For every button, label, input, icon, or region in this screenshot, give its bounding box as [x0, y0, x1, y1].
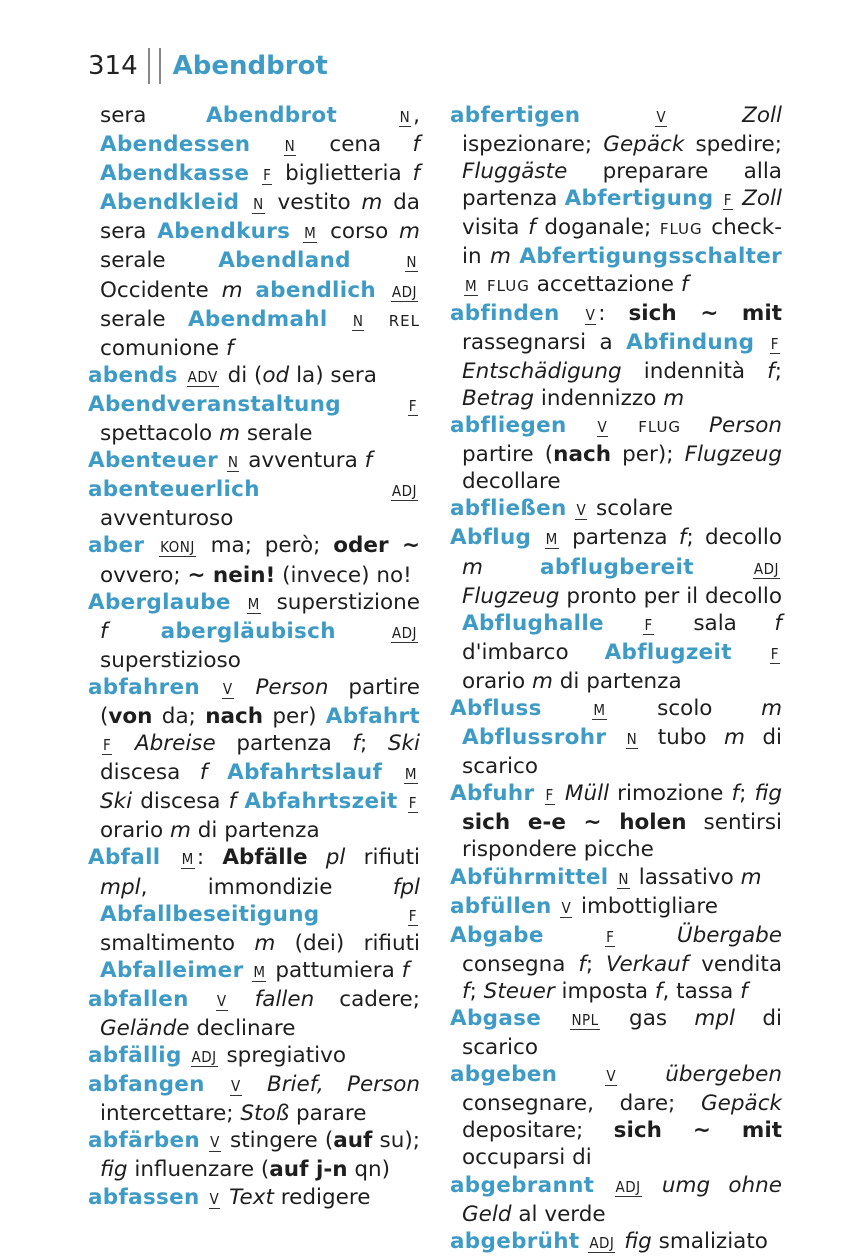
headword: Abflughalle	[462, 610, 604, 636]
part-of-speech-tag: N	[284, 137, 296, 156]
part-of-speech-tag: V	[216, 991, 227, 1010]
headword: Abfallbeseitigung	[100, 901, 320, 927]
part-of-speech-tag: F	[103, 736, 112, 755]
headword: Aberglaube	[88, 589, 231, 615]
part-of-speech-tag: V	[606, 1067, 617, 1086]
part-of-speech-tag: V	[561, 898, 572, 917]
headword: abfinden	[450, 300, 560, 326]
headword: abfahren	[88, 674, 200, 700]
part-of-speech-tag: M	[247, 594, 260, 613]
dictionary-entry: abfertigen V Zoll ispezionare; Gepäck spedire; Fluggäste preparare alla partenza Abfertigung F Zoll visita f doganale; FLUG check-in m Abfertigungsschalter M FLUG accettazione f	[450, 103, 782, 297]
headword: abends	[88, 362, 178, 388]
right-column	[450, 102, 782, 1257]
part-of-speech-tag: N	[227, 453, 239, 472]
headword: Abendkurs	[157, 219, 291, 245]
headword: Abfahrtslauf	[227, 760, 383, 786]
dictionary-entry: aber KONJ ma; però; oder ~ ovvero; ~ nein! (invece) no!	[88, 533, 420, 588]
domain-label: FLUG	[638, 418, 682, 437]
dictionary-entry: abenteuerlich ADJ avventuroso	[88, 477, 417, 532]
dictionary-entry: abfällig ADJ spregiativo	[88, 1043, 346, 1069]
dictionary-entry: Abfluss M scolo m Abflussrohr N tubo m di scarico	[450, 695, 783, 780]
part-of-speech-tag: M	[545, 530, 558, 549]
part-of-speech-tag: NPL	[571, 1011, 599, 1029]
part-of-speech-tag: ADJ	[589, 1233, 615, 1252]
headword: Abendland	[218, 248, 351, 274]
headword: abfüllen	[450, 893, 552, 919]
dictionary-entry: abfinden V : sich ~ mit rassegnarsi a Abfindung F Entschädigung indennità f; Betrag indennizzo m	[450, 300, 782, 411]
part-of-speech-tag: V	[576, 501, 587, 520]
headword: abgebrannt	[450, 1172, 595, 1198]
part-of-speech-tag: F	[606, 927, 615, 946]
headword: Abenteuer	[88, 448, 218, 474]
dictionary-entry: abfüllen V imbottigliare	[450, 893, 718, 919]
dictionary-entry: sera Abendbrot N , Abendessen N cena f Abendkasse F biglietteria f Abendkleid N vestito m da sera Abendkurs M corso m serale Abendland N Occidente m abendlich ADJ serale Abendmahl N REL comunione f	[100, 103, 421, 361]
headword: Abflussrohr	[462, 725, 607, 751]
dictionary-entry: abfließen V scolare	[450, 496, 673, 522]
headword: Abflug	[450, 525, 532, 551]
dictionary-entry: Abgase NPL gas mpl di scarico	[450, 1006, 782, 1061]
headword: abfertigen	[450, 103, 581, 128]
dictionary-entry: Abführmittel N lassativo m	[450, 864, 762, 890]
headword: Abfall	[88, 845, 161, 871]
headword: Abendessen	[100, 132, 251, 158]
dictionary-entry: abgeben V übergeben consegnare, dare; Gepäck depositare; sich ~ mit occuparsi di	[450, 1062, 782, 1171]
part-of-speech-tag: V	[209, 1189, 220, 1208]
headword: Abfalleimer	[100, 957, 244, 983]
part-of-speech-tag: N	[399, 108, 411, 126]
part-of-speech-tag: V	[210, 1133, 220, 1152]
headword: Abfuhr	[450, 781, 535, 807]
part-of-speech-tag: M	[465, 276, 478, 295]
header-divider	[148, 48, 161, 84]
part-of-speech-tag: M	[593, 700, 606, 719]
part-of-speech-tag: ADJ	[391, 482, 417, 501]
part-of-speech-tag: ADJ	[191, 1048, 217, 1067]
headword: abfangen	[88, 1072, 205, 1098]
dictionary-entry: Abflug M partenza f; decollo m abflugbereit ADJ Flugzeug pronto per il decollo Abflughalle F sala f d'imbarco Abflugzeit F orario m di partenza	[450, 525, 783, 694]
part-of-speech-tag: M	[253, 962, 266, 981]
part-of-speech-tag: F	[545, 786, 554, 805]
part-of-speech-tag: ADJ	[615, 1177, 641, 1196]
part-of-speech-tag: F	[644, 615, 653, 634]
part-of-speech-tag: V	[597, 418, 608, 437]
dictionary-entry: Abgabe F Übergabe consegna f; Verkauf vendita f; Steuer imposta f, tassa f	[450, 922, 782, 1004]
headword: Abfahrt	[325, 703, 420, 729]
headword: abfällig	[88, 1043, 182, 1069]
dictionary-entry: abgebrüht ADJ fig smaliziato	[450, 1228, 768, 1254]
headword: abendlich	[255, 277, 377, 303]
headword: abfallen	[88, 986, 189, 1012]
part-of-speech-tag: M	[304, 224, 317, 243]
dictionary-entry: abfahren V Person partire (von da; nach per) Abfahrt F Abreise partenza f; Ski discesa f Abfahrtslauf M Ski discesa f Abfahrtszeit F orario m di partenza	[88, 674, 421, 844]
part-of-speech-tag: V	[585, 305, 596, 324]
dictionary-entry: abfassen V Text redigere	[88, 1184, 371, 1210]
headword: abfärben	[88, 1128, 201, 1154]
part-of-speech-tag: N	[253, 195, 264, 214]
headword: Abendveranstaltung	[88, 391, 341, 417]
part-of-speech-tag: KONJ	[160, 538, 195, 557]
page-number: 314	[88, 51, 138, 81]
part-of-speech-tag: V	[656, 108, 667, 126]
headword: abgebrüht	[450, 1228, 580, 1254]
running-head-word: Abendbrot	[172, 51, 328, 81]
headword: Abendbrot	[205, 103, 338, 128]
part-of-speech-tag: N	[626, 730, 638, 749]
domain-label: FLUG	[659, 220, 703, 239]
dictionary-entry: abfangen V Brief, Person intercettare; Stoß parare	[88, 1072, 421, 1127]
part-of-speech-tag: ADV	[187, 367, 218, 386]
dictionary-entry: abends ADV di (od la) sera	[88, 362, 377, 388]
left-column	[88, 102, 420, 1213]
headword: abfliegen	[450, 413, 567, 439]
headword: abenteuerlich	[88, 477, 260, 503]
page-header	[88, 44, 328, 88]
headword: Abfahrtszeit	[244, 789, 398, 815]
dictionary-entry: Abfuhr F Müll rimozione f; fig sich e-e ~ holen sentirsi rispondere picche	[450, 781, 782, 863]
headword: Abendkleid	[100, 190, 240, 216]
headword: Abfertigung	[564, 186, 714, 212]
part-of-speech-tag: F	[263, 166, 272, 185]
headword: abfassen	[88, 1184, 200, 1210]
dictionary-entry: abfliegen V FLUG Person partire (nach per); Flugzeug decollare	[450, 413, 783, 495]
part-of-speech-tag: F	[770, 334, 780, 353]
part-of-speech-tag: M	[181, 850, 194, 869]
dictionary-entry: Abendveranstaltung F spettacolo m serale	[88, 391, 417, 447]
dictionary-entry: abfallen V fallen cadere; Gelände declinare	[88, 986, 420, 1041]
part-of-speech-tag: N	[352, 311, 364, 330]
part-of-speech-tag: V	[230, 1077, 241, 1096]
dictionary-entry: abgebrannt ADJ umg ohne Geld al verde	[450, 1172, 783, 1227]
part-of-speech-tag: F	[723, 191, 732, 210]
headword: Abgabe	[450, 922, 544, 948]
headword: Abführmittel	[450, 864, 609, 890]
part-of-speech-tag: F	[408, 906, 417, 925]
part-of-speech-tag: N	[406, 253, 417, 272]
headword: Abgase	[450, 1006, 542, 1031]
headword: aber	[88, 533, 145, 559]
headword: Abendkasse	[100, 161, 250, 187]
headword: abfließen	[450, 496, 567, 522]
part-of-speech-tag: M	[404, 765, 418, 784]
headword: Abfluss	[450, 695, 542, 721]
part-of-speech-tag: N	[618, 869, 629, 888]
dictionary-entry: Aberglaube M superstizione f abergläubisch ADJ superstizioso	[88, 589, 420, 673]
part-of-speech-tag: ADJ	[753, 559, 779, 578]
part-of-speech-tag: ADJ	[391, 623, 417, 642]
part-of-speech-tag: F	[770, 644, 779, 663]
headword: Abflugzeit	[604, 639, 732, 665]
part-of-speech-tag: F	[408, 396, 417, 415]
dictionary-entry: Abfall M : Abfälle pl rifiuti mpl, immondizie fpl Abfallbeseitigung F smaltimento m (dei) rifiuti Abfalleimer M pattumiera f	[88, 845, 421, 983]
headword: abergläubisch	[160, 618, 336, 644]
headword: Abfindung	[626, 329, 755, 355]
headword: Abfertigungsschalter	[519, 244, 782, 270]
headword: abflugbereit	[540, 554, 694, 580]
part-of-speech-tag: ADJ	[391, 282, 418, 301]
part-of-speech-tag: F	[408, 794, 418, 813]
part-of-speech-tag: V	[222, 679, 233, 698]
domain-label: REL	[388, 311, 421, 330]
headword: abgeben	[450, 1062, 558, 1088]
dictionary-entry: Abenteuer N avventura f	[88, 448, 373, 474]
domain-label: FLUG	[487, 276, 530, 295]
dictionary-entry: abfärben V stingere (auf su); fig influenzare (auf j-n qn)	[88, 1128, 420, 1183]
headword: Abendmahl	[187, 306, 328, 332]
